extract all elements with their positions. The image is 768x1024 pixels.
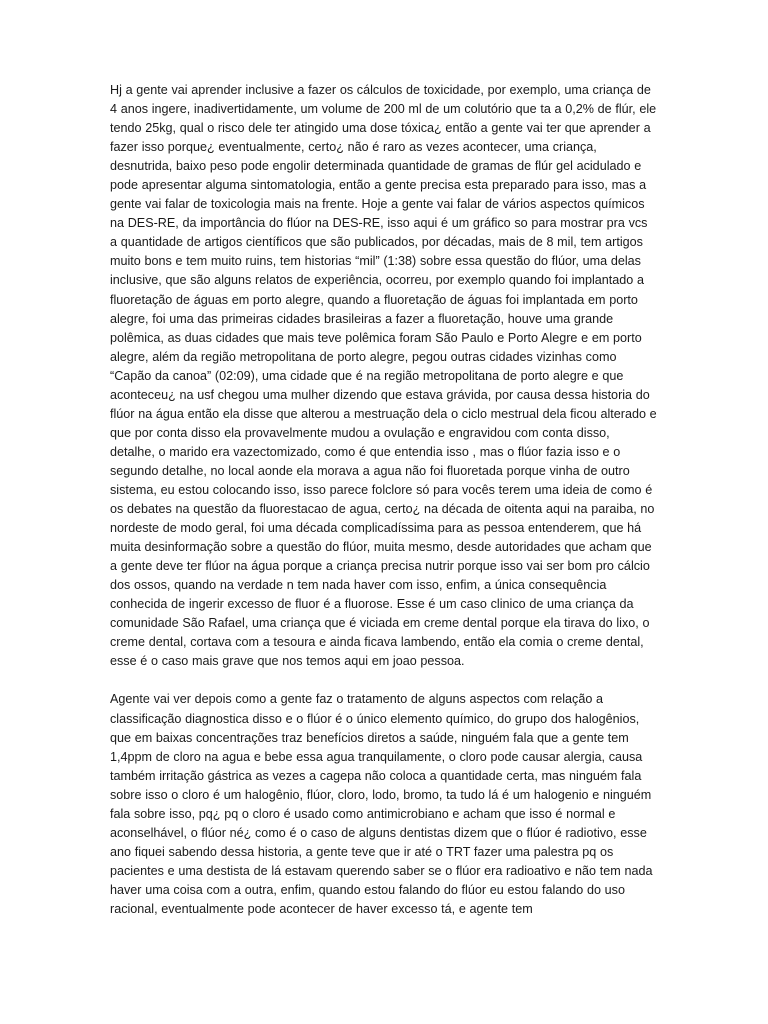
paragraph-1: Hj a gente vai aprender inclusive a fazer os cálculos de toxicidade, por exemplo, uma criança de 4 anos ingere, inadivertidamente, um volume de 200 ml de um colutório que ta a 0,2% de flúr, ele tendo 25kg, qual o risco dele ter atingido uma dose tóxica¿ então a gente vai ter que aprender a fazer isso porque¿ eventualmente, certo¿ não é raro as vezes acontecer, uma criança, desnutrida, baixo peso pode engolir determinada quantidade de gramas de flúr gel acidulado e pode apresentar alguma sintomatologia, então a gente precisa esta preparado para isso, mas a gente vai falar de toxicologia mais na frente. Hoje a gente vai falar de vários aspectos químicos na DES-RE, da importância do flúor na DES-RE, isso aqui é um gráfico so para mostrar pra vcs a quantidade de artigos científicos que são publicados, por décadas, mais de 8 mil, tem artigos muito bons e tem muito ruins, tem historias “mil” (1:38) sobre essa questão do flúor, uma delas inclusive, que são alguns relatos de experiência, ocorreu, por exemplo quando foi implantado a fluoretação de águas em porto alegre, quando a fluoretação de águas foi implantada em porto alegre, foi uma das primeiras cidades brasileiras a fazer a fluoretação, houve uma grande polêmica, as duas cidades que mais teve polêmica foram São Paulo e Porto Alegre e em porto alegre, além da região metropolitana de porto alegre, pegou outras cidades vizinhas como “Capão da canoa” (02:09), uma cidade que é na região metropolitana de porto alegre e que aconteceu¿ na usf chegou uma mulher dizendo que estava grávida, por causa dessa historia do flúor na água então ela disse que alterou a mestruação dela o ciclo mestrual dela ficou alterado e que por conta disso ela provavelmente mudou a ovulação e engravidou com conta disso, detalhe, o marido era vazectomizado, como é que entendia isso , mas o flúor fazia isso e o segundo detalhe, no local aonde ela morava a agua não foi fluoretada porque vinha de outro sistema, eu estou colocando isso, isso parece folclore só para vocês terem uma ideia de como é os debates na questão da fluorestacao de agua, certo¿ na década de oitenta aqui na paraiba, no nordeste de modo geral, foi uma década complicadíssima para as pessoa entenderem, que há muita desinformação sobre a questão do flúor, muita mesmo, desde autoridades que acham que a gente deve ter flúor na água porque a criança precisa nutrir porque isso vai ser bom pro cálcio dos ossos, quando na verdade n tem nada haver com isso, enfim, a única consequência conhecida de ingerir excesso de fluor é a fluorose. Esse é um caso clinico de uma criança da comunidade São Rafael, uma criança que é viciada em creme dental porque ela tirava do lixo, o creme dental, cortava com a tesoura e ainda ficava lambendo, então ela comia o creme dental, esse é o caso mais grave que nos temos aqui em joao pessoa. (110, 83, 657, 669)
paragraph-2: Agente vai ver depois como a gente faz o tratamento de alguns aspectos com relação a classificação diagnostica disso e o flúor é o único elemento químico, do grupo dos halogênios, que em baixas concentrações traz benefícios diretos a saúde, ninguém fala que a gente tem 1,4ppm de cloro na agua e bebe essa agua tranquilamente, o cloro pode causar alergia, causa também irritação gástrica as vezes a cagepa não coloca a quantidade certa, mas ninguém fala sobre isso o cloro é um halogênio, flúor, cloro, lodo, bromo, ta tudo lá é um halogenio e ninguém fala sobre isso, pq¿ pq o cloro é usado como antimicrobiano e acham que isso é normal e aconselhável, o flúor né¿ como é o caso de alguns dentistas dizem que o flúor é radiotivo, esse ano fiquei sabendo dessa historia, a gente teve que ir até o TRT fazer uma palestra pq os pacientes e uma destista de lá estavam querendo saber se o flúor era radioativo e não tem nada haver uma coisa com a outra, enfim, quando estou falando do flúor eu estou falando do uso racional, eventualmente pode acontecer de haver excesso tá, e agente tem (110, 692, 653, 916)
document-body (110, 81, 658, 919)
